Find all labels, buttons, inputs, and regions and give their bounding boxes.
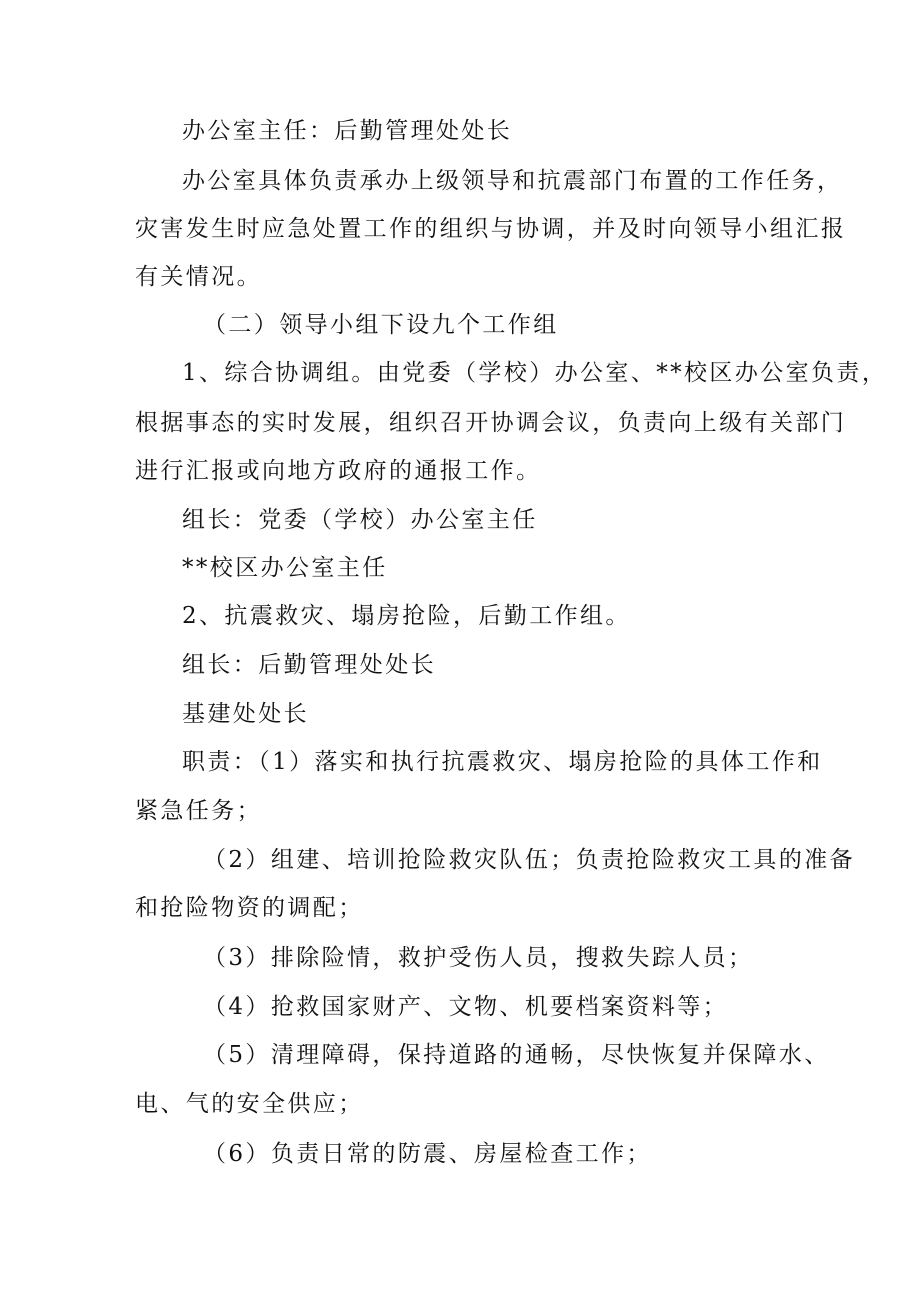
paragraph-line: 灾害发生时应急处置工作的组织与协调，并及时向领导小组汇报 — [135, 216, 847, 242]
group-leader-line: **校区办公室主任 — [182, 555, 388, 581]
group-leader-line: 基建处处长 — [182, 701, 309, 727]
office-director-line: 办公室主任：后勤管理处处长 — [182, 118, 513, 144]
duty-line: 和抢险物资的调配； — [135, 895, 364, 921]
paragraph-line: 有关情况。 — [135, 264, 262, 290]
paragraph-line: 1、综合协调组。由党委（学校）办公室、**校区办公室负责， — [182, 360, 888, 386]
paragraph-line: 根据事态的实时发展，组织召开协调会议，负责向上级有关部门 — [135, 410, 847, 436]
paragraph-line: 办公室具体负责承办上级领导和抗震部门布置的工作任务， — [182, 168, 843, 194]
duty-line: 电、气的安全供应； — [135, 1091, 364, 1117]
duty-line: （6）负责日常的防震、房屋检查工作； — [203, 1141, 652, 1167]
section-heading: （二）领导小组下设九个工作组 — [203, 312, 559, 338]
group-title-line: 2、抗震救灾、塌房抢险，后勤工作组。 — [182, 603, 631, 629]
group-leader-line: 组长：后勤管理处处长 — [182, 652, 436, 678]
duty-line: 职责：（1）落实和执行抗震救灾、塌房抢险的具体工作和 — [182, 749, 823, 775]
duty-line: （2）组建、培训抢险救灾队伍；负责抢险救灾工具的准备 — [203, 847, 856, 873]
duty-line: （4）抢救国家财产、文物、机要档案资料等； — [203, 994, 729, 1020]
duty-line: （5）清理障碍，保持道路的通畅，尽快恢复并保障水、 — [203, 1042, 830, 1068]
duty-line: 紧急任务； — [135, 798, 262, 824]
group-leader-line: 组长：党委（学校）办公室主任 — [182, 507, 538, 533]
duty-line: （3）排除险情，救护受伤人员，搜救失踪人员； — [203, 945, 754, 971]
paragraph-line: 进行汇报或向地方政府的通报工作。 — [135, 458, 542, 484]
